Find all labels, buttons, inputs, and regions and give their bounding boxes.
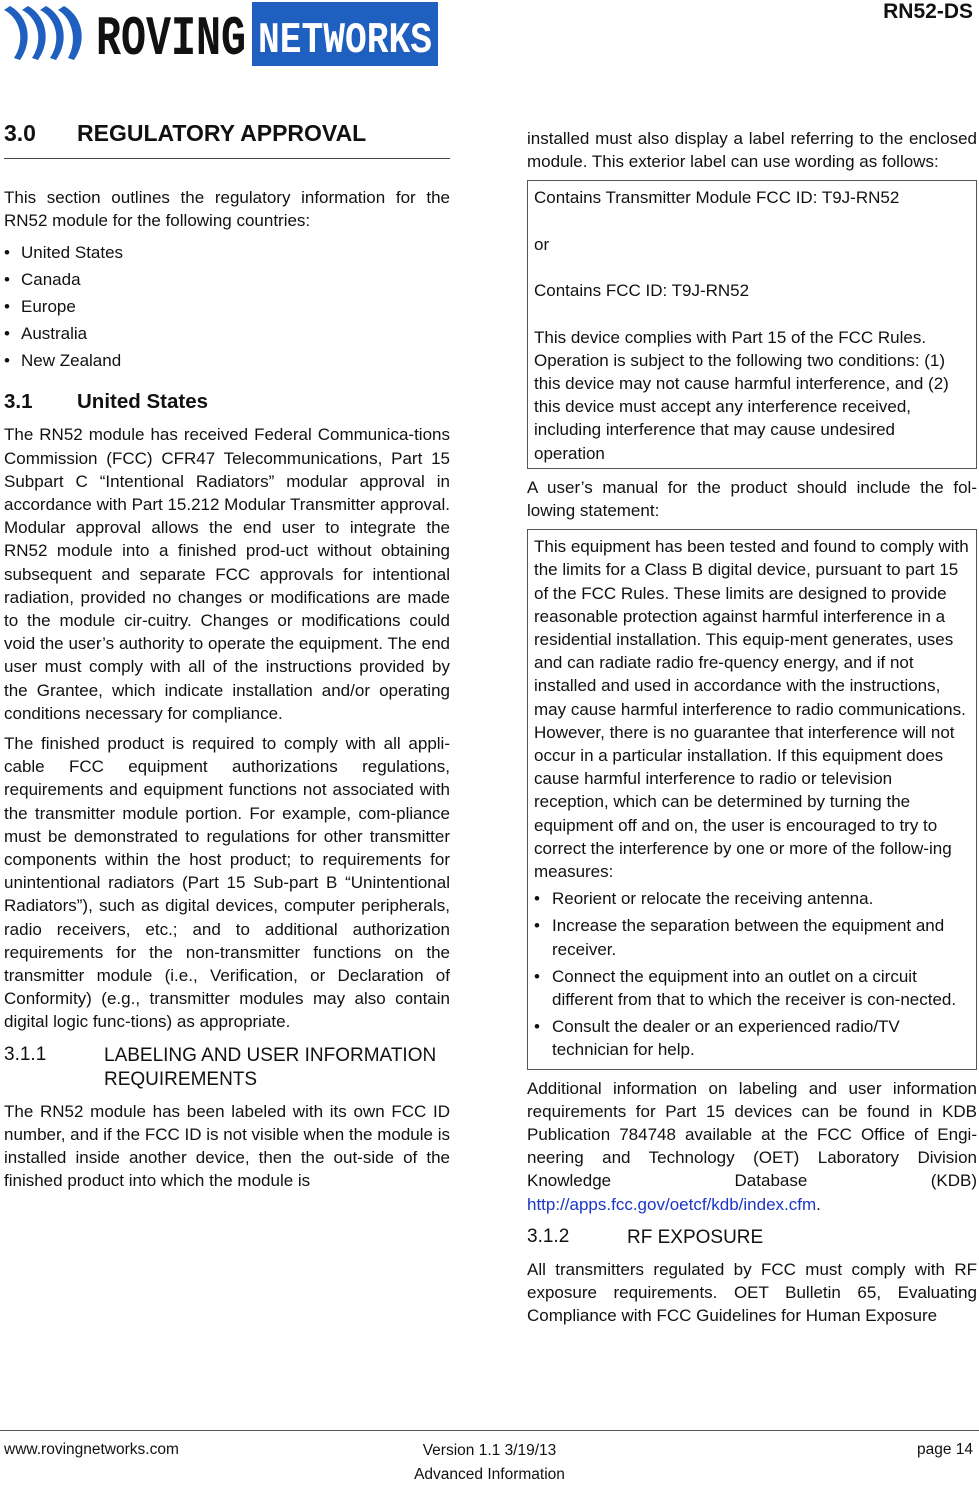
subsection-number: 3.1	[4, 390, 33, 414]
section-heading	[4, 120, 450, 159]
label-wording-box	[527, 180, 977, 468]
section-number: 3.0	[4, 120, 36, 146]
document-id: RN52-DS	[883, 0, 973, 23]
subsection-title: LABELING AND USER INFORMATION REQUIREMENTS	[104, 1044, 437, 1090]
fcc-statement-text: This equipment has been tested and found to comply with the limits for a Class B digital device, pursuant to part 15 of the FCC Rules. These limits are designed to provide reasonable protection against harmful interference in a residential installation. This equip-ment generates, uses and can radiate radio fre-quency energy, and if not installed and used in accordance with the instructions, may cause harmful interference to radio communications. However, there is no guarantee that interference will not occur in a particular installation. If this equipment does cause harmful interference to radio or television reception, which can be determined by turning the equipment off and on, the user is encouraged to try to correct the interference by one or more of the follow-ing measures:	[534, 537, 969, 882]
roving-networks-logo	[0, 0, 440, 70]
list-item: • Australia	[4, 320, 450, 347]
kdb-link[interactable]: http://apps.fcc.gov/oetcf/kdb/index.cfm	[527, 1194, 817, 1214]
footer-center	[0, 1439, 979, 1487]
us-paragraph-2: The finished product is required to comply with all appli-cable FCC equipment authorizations regulations, requirements and equipment functions not associated with the transmitter module portion. For example, com-pliance must be demonstrated to regulations for other transmitter components within the host product; to requirements for unintentional radiators (Part 15 Sub-part B “Unintentional Radiators”), such as digital devices, computer peripherals, radio receivers, etc.; and to additional authorization requirements for the non-transmitter functions on the transmitter module (i.e., Verification, or Declaration of Conformity) (e.g., transmitter modules may also contain digital logic func-tions) as appropriate.	[4, 734, 450, 1032]
subsection-heading-us	[4, 390, 450, 414]
footer-divider	[0, 1430, 979, 1431]
rf-paragraph-1: All transmitters regulated by FCC must comply with RF exposure requirements. OET Bulletin 65, Evaluating Compliance with FCC Guidelines for Human Exposure	[527, 1259, 977, 1326]
list-item: • United States	[4, 239, 450, 266]
labeling-paragraph-1-continued: installed must also display a label referring to the enclosed module. This exterior label can use wording as follows:	[527, 129, 977, 172]
list-item: • Canada	[4, 266, 450, 293]
additional-info-end: .	[816, 1194, 821, 1214]
additional-info-paragraph	[527, 1077, 977, 1216]
additional-info-text: Additional information on labeling and user information requirements for Part 15 devices can be found in KDB Publication 784748 available at the FCC Office of Engi-neering and Technology (OET) Laboratory Division Knowledge Database (KDB)	[527, 1078, 977, 1191]
label-line: Contains Transmitter Module FCC ID: T9J-RN52	[534, 188, 900, 208]
subsection-number: 3.1.2	[527, 1225, 570, 1247]
subsection-title: RF EXPOSURE	[627, 1226, 764, 1248]
list-item: • Connect the equipment into an outlet on a circuit different from that to which the receiver is con-nected.	[534, 965, 970, 1011]
footer-version: Version 1.1 3/19/13	[422, 1442, 557, 1459]
list-item: • Increase the separation between the equipment and receiver.	[534, 914, 970, 960]
brand-roving: ROVING	[96, 7, 246, 71]
labeling-paragraph-1: The RN52 module has been labeled with its own FCC ID number, and if the FCC ID is not visible when the module is installed inside another device, then the out-side of the finished product into which the module is	[4, 1101, 450, 1191]
label-line: or	[534, 234, 550, 254]
footer-status: Advanced Information	[414, 1466, 565, 1483]
left-column	[4, 120, 450, 1200]
footer-page-number: page 14	[916, 1441, 973, 1458]
list-item: • New Zealand	[4, 347, 450, 374]
label-line: Contains FCC ID: T9J-RN52	[534, 281, 750, 301]
fcc-statement-box	[527, 529, 977, 1069]
list-item: • Reorient or relocate the receiving antenna.	[534, 887, 970, 910]
country-list	[4, 239, 450, 374]
brand-networks: NETWORKS	[258, 16, 432, 66]
list-item: • Europe	[4, 293, 450, 320]
subsection-heading-labeling	[4, 1044, 450, 1092]
us-paragraph-1: The RN52 module has received Federal Communica-tions Commission (FCC) CFR47 Telecommunications, Part 15 Subpart C “Intentional Radiators” modular approval in accordance with Part 15.212 Modular Transmitter approval. Modular approval allows the end user to integrate the RN52 module into a finished prod-uct without obtaining subsequent and separate FCC approvals for intentional radiation, provided no changes or modifications are made to the module cir-cuitry. Changes or modifications could void the user’s authority to operate the equipment. The end user must comply with all of the instructions provided by the Grantee, which indicate installation and/or operating conditions necessary for compliance.	[4, 425, 451, 723]
section-intro: This section outlines the regulatory information for the RN52 module for the following countries:	[4, 188, 450, 231]
manual-intro: A user’s manual for the product should include the fol-lowing statement:	[527, 477, 977, 520]
right-column	[527, 127, 977, 1335]
subsection-title: United States	[77, 390, 208, 414]
label-line: This device complies with Part 15 of the FCC Rules. Operation is subject to the following two conditions: (1) this device may not cause harmful interference, and (2) this device must accept any interference received, including interference that may cause undesired operation	[534, 327, 949, 463]
subsection-heading-rf	[527, 1226, 977, 1250]
footer-website: www.rovingnetworks.com	[4, 1441, 179, 1458]
measures-list	[534, 887, 970, 1061]
subsection-number: 3.1.1	[4, 1043, 47, 1065]
list-item: • Consult the dealer or an experienced radio/TV technician for help.	[534, 1015, 970, 1061]
wave-logo-icon	[4, 6, 82, 60]
section-title: REGULATORY APPROVAL	[77, 120, 367, 146]
